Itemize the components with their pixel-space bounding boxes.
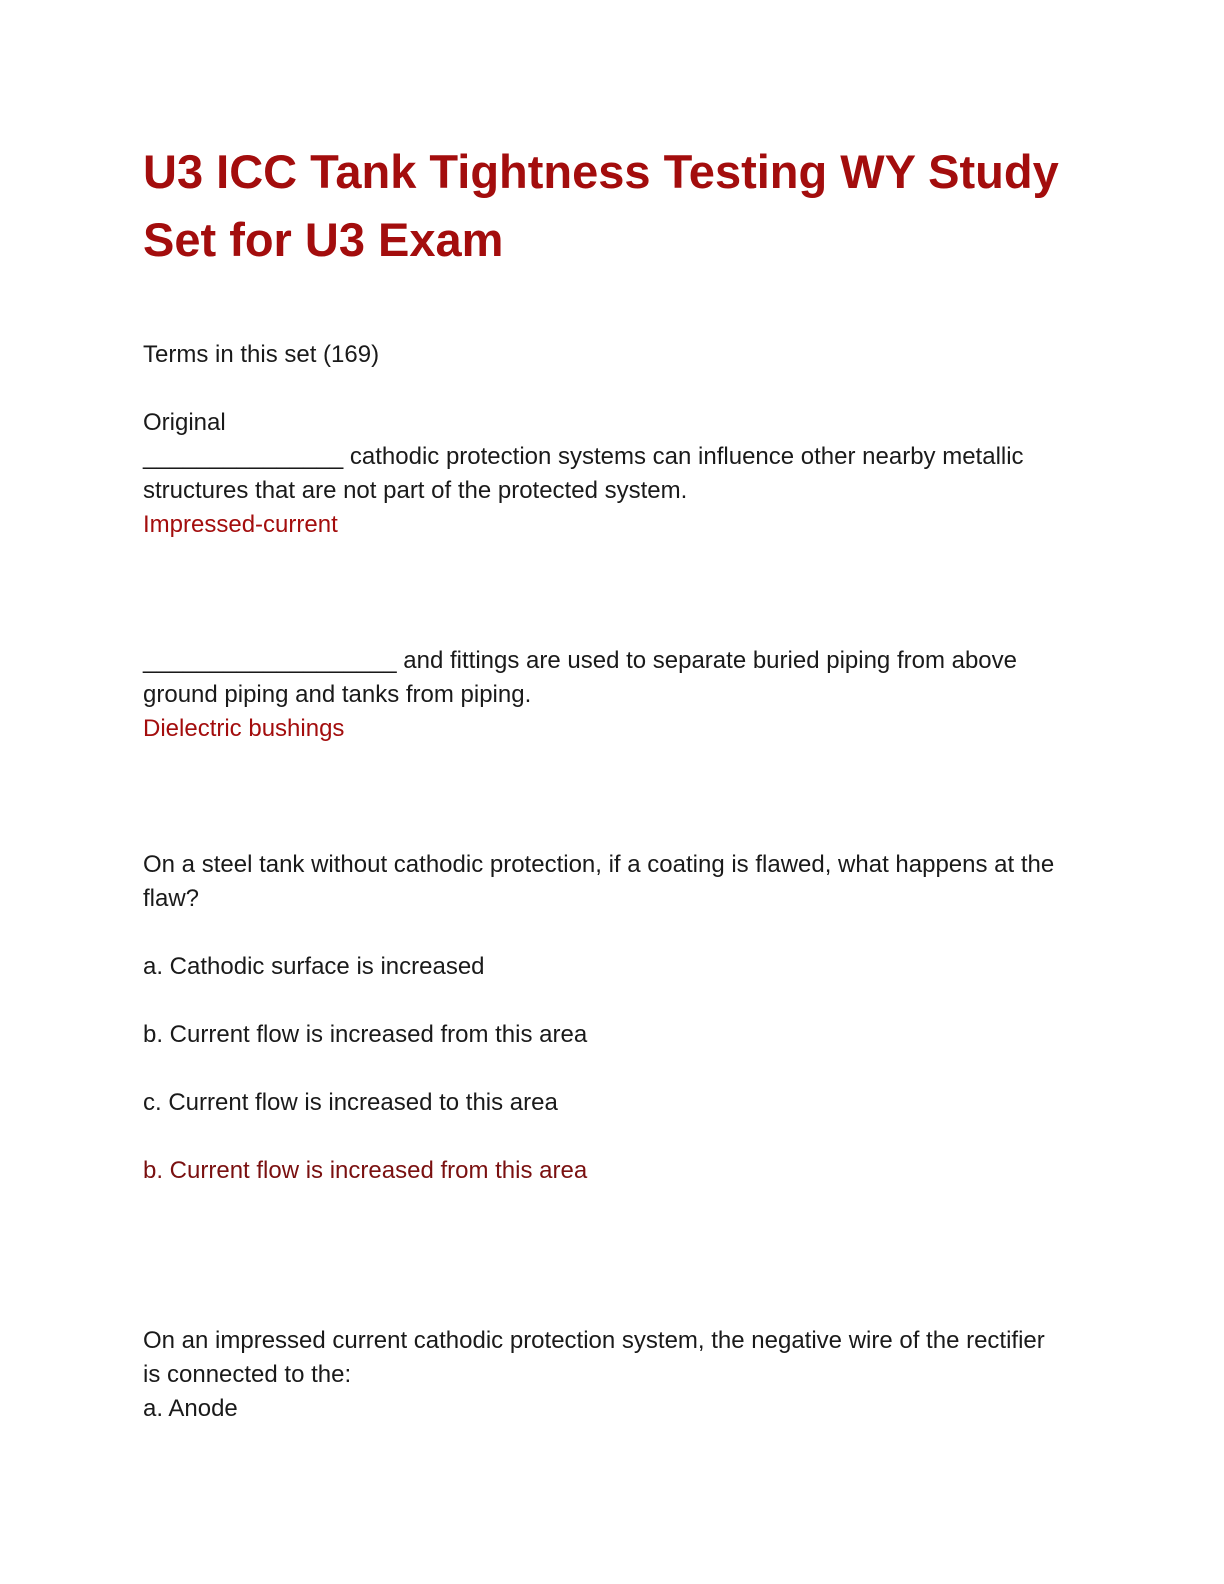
card-3-question: On a steel tank without cathodic protection, if a coating is flawed, what happens at the flaw? bbox=[143, 851, 1055, 912]
card-3-option-a-text: a. Cathodic surface is increased bbox=[143, 953, 485, 980]
card-4 bbox=[143, 1324, 1063, 1426]
card-3 bbox=[143, 848, 1063, 916]
document-title: U3 ICC Tank Tightness Testing WY Study Set for U3 Exam bbox=[143, 145, 1059, 266]
card-3-answer: b. Current flow is increased from this area bbox=[143, 1157, 588, 1184]
document-page bbox=[143, 0, 1063, 1584]
card-2-answer: Dielectric bushings bbox=[143, 715, 345, 742]
card-2-question: ___________________ and fittings are used to separate buried piping from above ground piping and tanks from piping. bbox=[143, 647, 1017, 708]
card-3-option-c-text: c. Current flow is increased to this area bbox=[143, 1089, 558, 1116]
card-1-question: _______________ cathodic protection systems can influence other nearby metallic structures that are not part of the protected system. bbox=[143, 443, 1024, 504]
card-3-option-a bbox=[143, 950, 1063, 984]
card-1 bbox=[143, 406, 1063, 542]
card-3-option-c bbox=[143, 1086, 1063, 1120]
card-2 bbox=[143, 644, 1063, 746]
card-3-answer-block bbox=[143, 1154, 1063, 1188]
terms-count-text: Terms in this set (169) bbox=[143, 341, 380, 368]
card-3-option-b-text: b. Current flow is increased from this area bbox=[143, 1021, 588, 1048]
card-1-answer: Impressed-current bbox=[143, 511, 338, 538]
card-3-option-b bbox=[143, 1018, 1063, 1052]
card-4-question: On an impressed current cathodic protection system, the negative wire of the rectifier is connected to the: bbox=[143, 1327, 1045, 1388]
card-4-option-a: a. Anode bbox=[143, 1395, 238, 1422]
section-label: Original bbox=[143, 409, 226, 436]
terms-count bbox=[143, 338, 1063, 372]
